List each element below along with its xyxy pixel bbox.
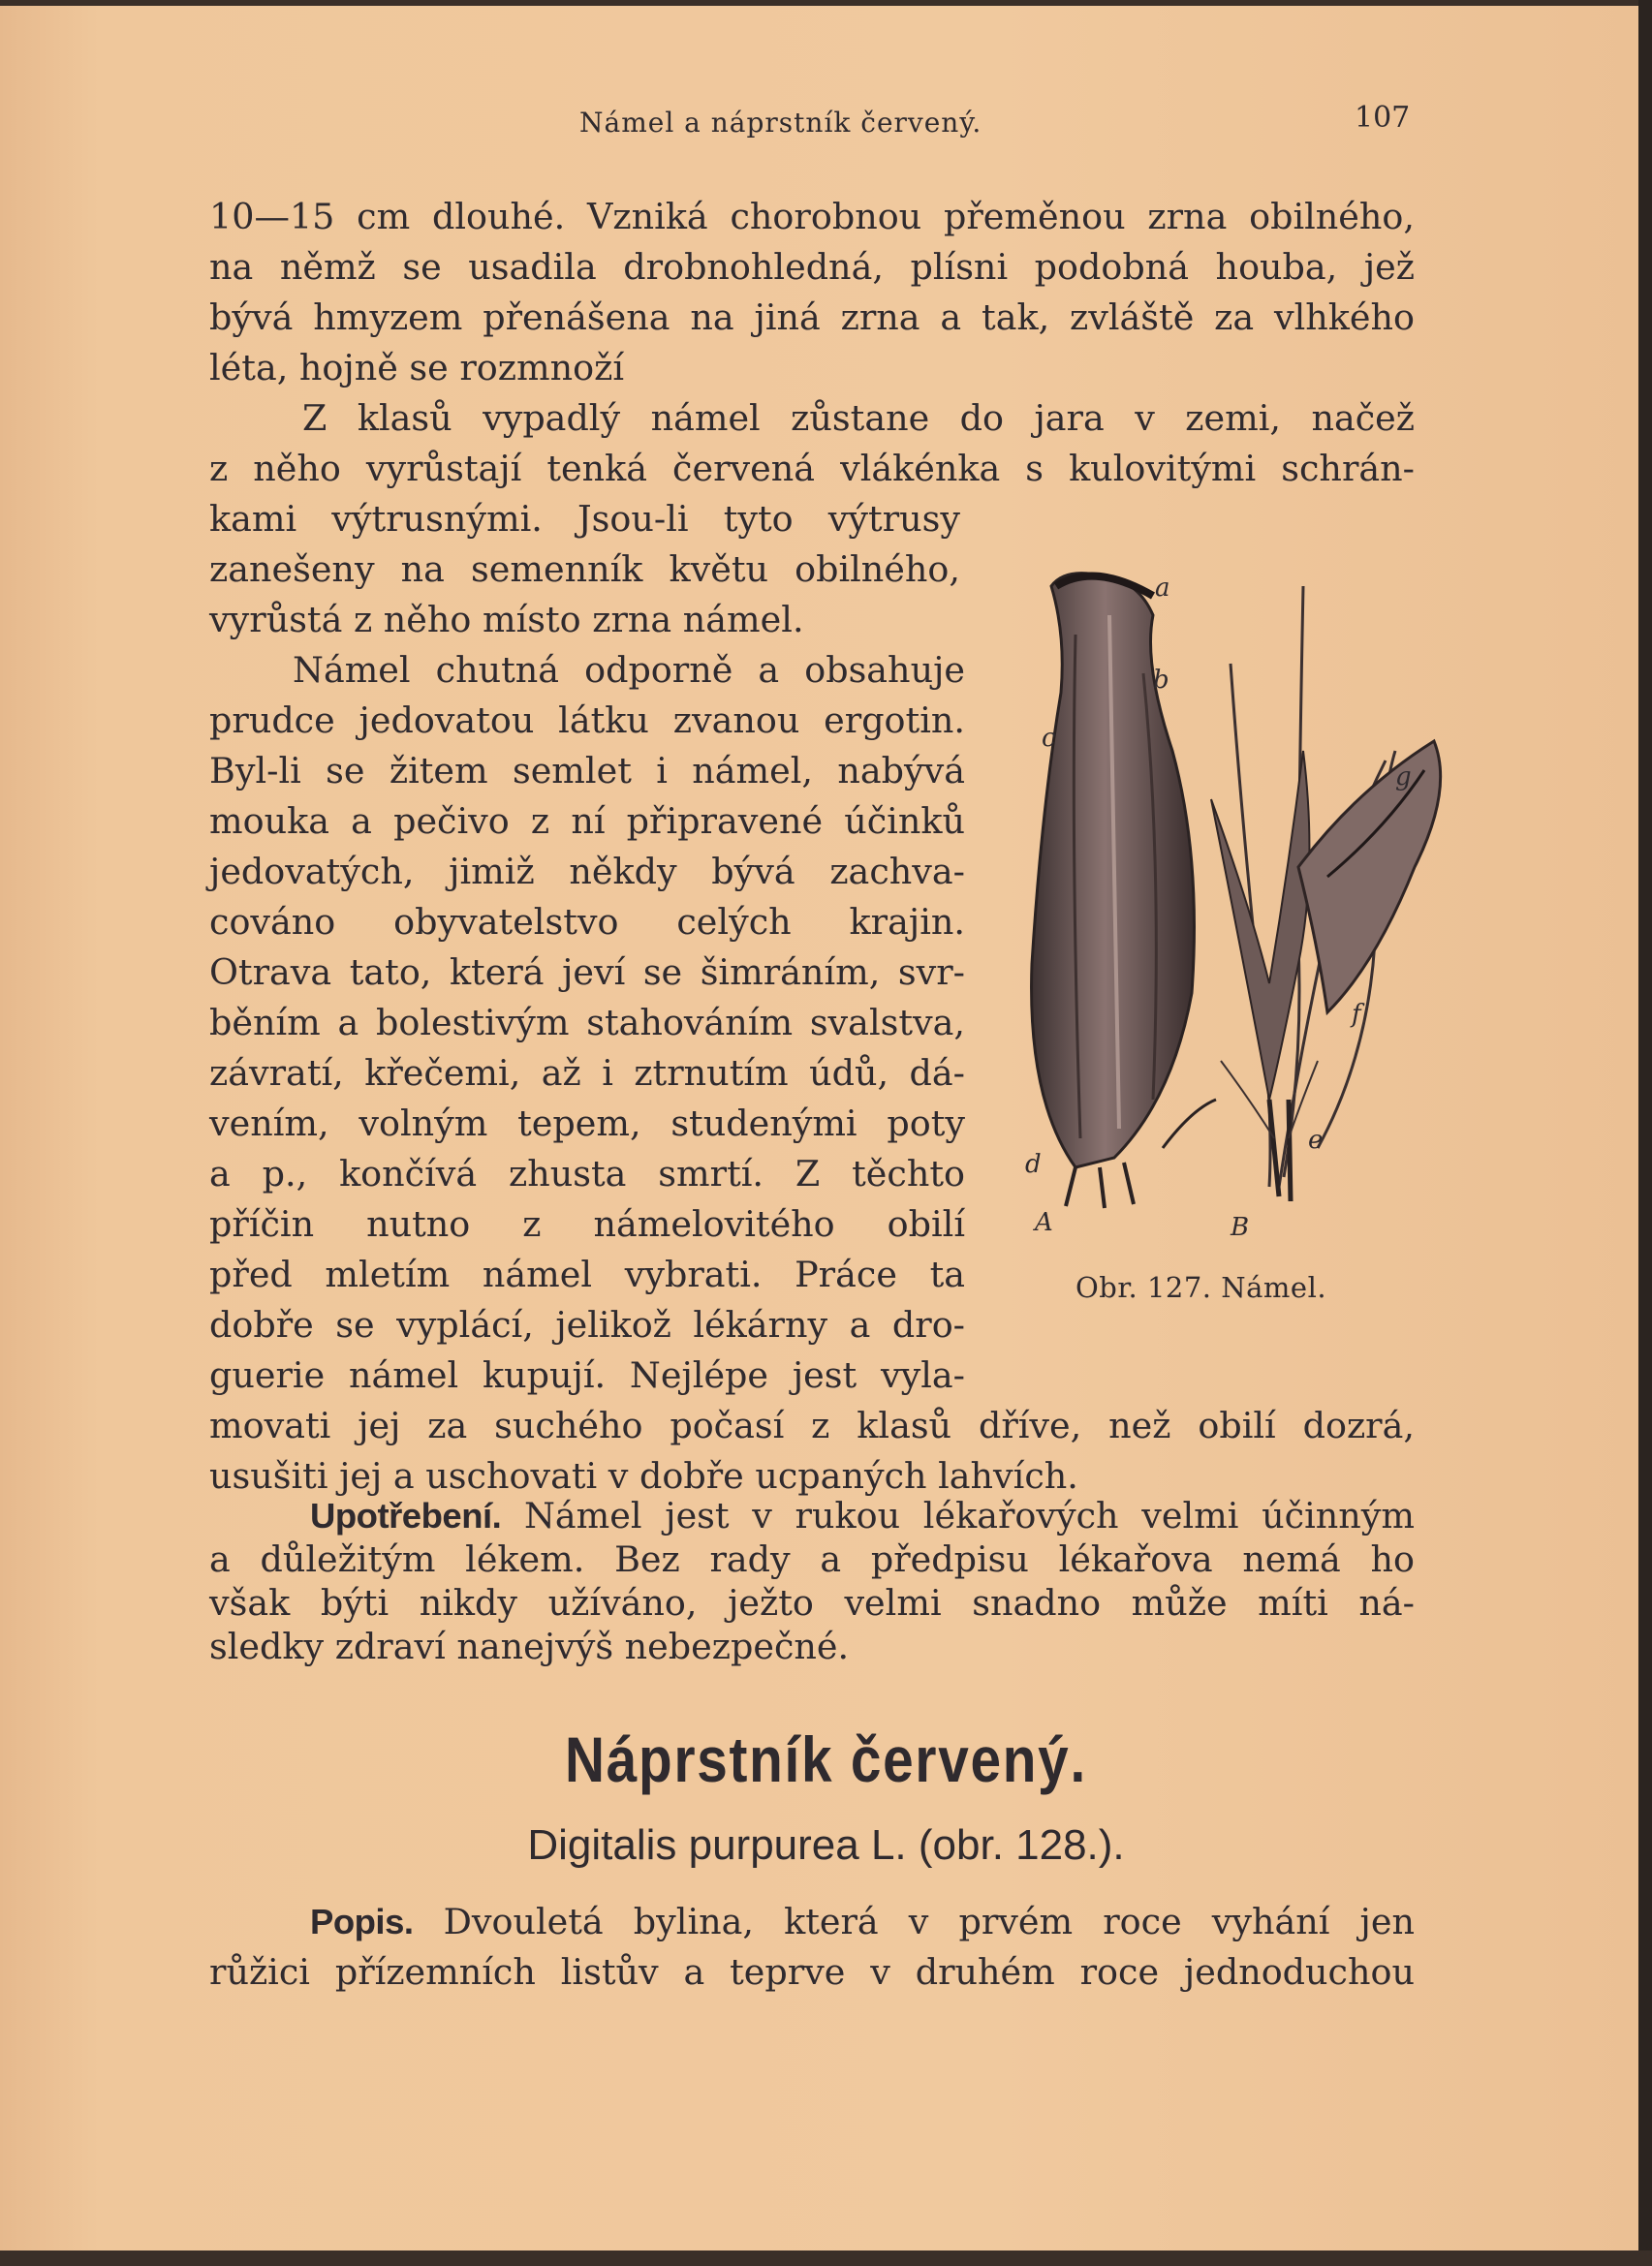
text-line: však býti nikdy užíváno, ježto velmi snadno může míti ná- [209,1582,1415,1624]
paragraph-description [209,1897,1415,1998]
label-g: g [1395,762,1412,792]
page-right-edge [1638,0,1652,2266]
text-line: 10—15 cm dlouhé. Vzniká chorobnou přeměnou zrna obilného, [209,196,1415,237]
text-line: Otrava tato, která jeví se šimráním, svr- [209,951,965,993]
text-line: závratí, křečemi, až i ztrnutím údů, dá- [209,1052,965,1094]
text-line: běním a bolestivým stahováním svalstva, [209,1002,965,1043]
page-number: 107 [1355,101,1411,135]
text-line: Námel chutná odporně a obsahuje [293,649,965,691]
text-line: usušiti jej a uschovati v dobře ucpaných lahvích. [209,1455,1078,1497]
text-line: prudce jedovatou látku zvanou ergotin. [209,699,965,741]
label-e: e [1308,1126,1324,1155]
ergot-grain-drawing [1032,574,1216,1208]
text-line: kami výtrusnými. Jsou-li tyto výtrusy [209,498,960,540]
ergot-illustration [1008,557,1463,1255]
text-line: vyrůstá z něho místo zrna námel. [209,599,804,640]
text-line: zanešeny na semenník květu obilného, [209,548,960,590]
text-line: na němž se usadila drobnohledná, plísni podobná houba, jež [209,246,1415,288]
paragraph-ergot-spores [209,393,1415,494]
paragraph-ergot-origin [209,192,1415,393]
description-line1: Dvouletá bylina, která v prvém roce vyhání jen [443,1901,1415,1942]
text-line: jedovatých, jimiž někdy bývá zachva- [209,851,965,892]
usage-lead: Upotřebení. [310,1496,502,1536]
usage-line1: Námel jest v rukou lékařových velmi účinným [523,1495,1415,1537]
section-subtitle: Digitalis purpurea L. (obr. 128.). [527,1821,1125,1869]
text-line: a důležitým lékem. Bez rady a předpisu lékařova nemá ho [209,1538,1415,1580]
text-line: Z klasů vypadlý námel zůstane do jara v zemi, načež [302,397,1415,439]
text-line: dobře se vyplácí, jelikož lékárny a dro- [209,1304,965,1346]
label-c: c [1042,724,1056,753]
page-bottom-edge [0,2250,1652,2266]
section-title: Náprstník červený. [565,1723,1087,1795]
text-line: vením, volným tepem, studenými poty [209,1102,965,1144]
text-line: léta, hojně se rozmnoží [209,347,625,388]
text-line: Byl-li se žitem semlet i námel, nabývá [209,750,965,792]
text-line: bývá hmyzem přenášena na jiná zrna a tak, zvláště za vlhkého [209,296,1415,338]
text-line: příčin nutno z námelovitého obilí [209,1203,965,1245]
label-f: f [1352,1000,1361,1029]
description-lead: Popis. [310,1902,414,1941]
text-line: růžici přízemních listův a teprve v druhém roce jednoduchou [209,1951,1415,1993]
page-top-edge [0,0,1652,6]
text-line: cováno obyvatelstvo celých krajin. [209,901,965,943]
text-line [209,1897,1415,1947]
text-line: movati jej za suchého počasí z klasů dříve, než obilí dozrá, [209,1405,1415,1446]
text-line: z něho vyrůstají tenká červená vlákénka s kulovitými schrán- [209,448,1415,489]
text-line: mouka a pečivo z ní připravené účinků [209,800,965,842]
running-title: Námel a náprstník červený. [579,107,982,139]
paragraph-ergot-harvest [209,1401,1415,1502]
figure-caption: Obr. 127. Námel. [1075,1271,1327,1304]
label-B: B [1231,1213,1250,1242]
grain-ear-drawing [1211,586,1441,1201]
text-line: před mletím námel vybrati. Práce ta [209,1254,965,1295]
label-b: b [1153,666,1169,695]
paragraph-spores-continued [209,494,960,645]
text-line: a p., končívá zhusta smrtí. Z těchto [209,1153,965,1195]
paragraph-usage [209,1494,1415,1668]
label-d: d [1025,1150,1042,1179]
paragraph-ergot-poison [209,645,965,1401]
text-line: sledky zdraví nanejvýš nebezpečné. [209,1626,850,1667]
label-A: A [1035,1208,1053,1237]
text-line [209,1494,1415,1537]
text-line: guerie námel kupují. Nejlépe jest vyla- [209,1354,965,1396]
label-a: a [1155,574,1170,603]
